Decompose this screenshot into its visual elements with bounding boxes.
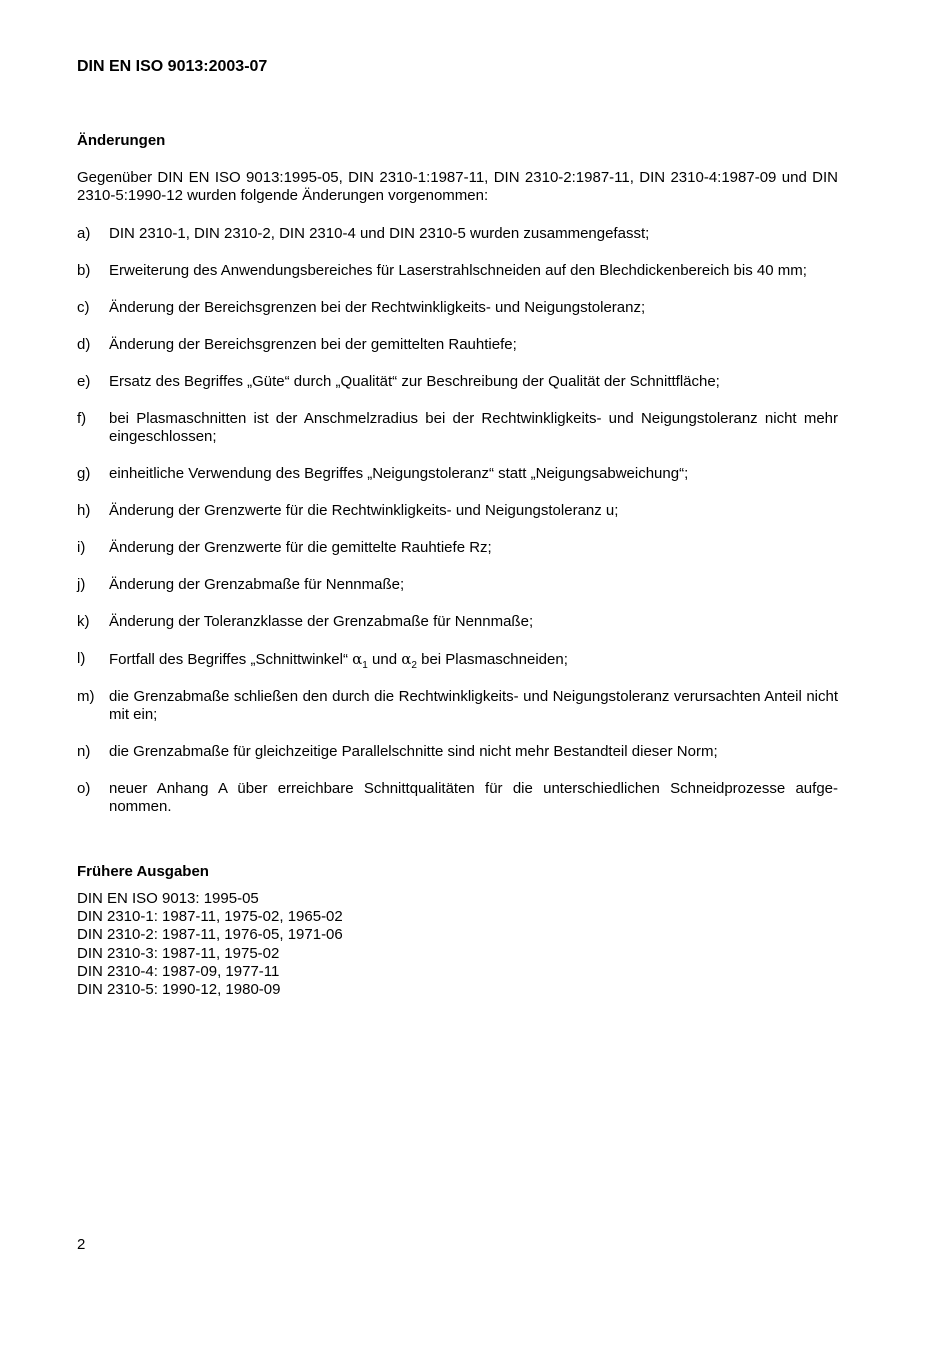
list-item-text: die Grenzabmaße schließen den durch die Rechtwinkligkeits- und Neigungstoleranz verursachten Anteil nicht mit ein; (109, 688, 838, 723)
list-marker: e) (77, 373, 91, 390)
changes-intro: Gegenüber DIN EN ISO 9013:1995-05, DIN 2310-1:1987-11, DIN 2310-2:1987-11, DIN 2310-4:1987-09 und DIN 2310-5:1990-12 wurden folgende Änderungen vorgenommen: (77, 169, 838, 204)
edition-line: DIN 2310-3: 1987-11, 1975-02 (77, 944, 280, 962)
list-marker: h) (77, 502, 91, 519)
list-marker: n) (77, 743, 91, 760)
list-marker: a) (77, 225, 91, 242)
list-item-text: Änderung der Bereichsgrenzen bei der gemittelten Rauhtiefe; (109, 336, 517, 353)
list-item (77, 688, 838, 724)
list-item-text: Ersatz des Begriffes „Güte“ durch „Qualität“ zur Beschreibung der Qualität der Schnittfläche; (109, 373, 720, 390)
list-item-text: einheitliche Verwendung des Begriffes „Neigungstoleranz“ statt „Neigungsabweichung“; (109, 465, 689, 482)
list-marker: j) (77, 576, 86, 593)
greek-letter: α (352, 650, 363, 668)
list-item-text: Erweiterung des Anwendungsbereiches für Laserstrahlschneiden auf den Blechdickenbereich bis 40 mm; (109, 262, 807, 279)
edition-line: DIN 2310-2: 1987-11, 1976-05, 1971-06 (77, 926, 343, 944)
list-marker: k) (77, 613, 90, 630)
previous-editions-heading: Frühere Ausgaben (77, 863, 209, 880)
list-marker: d) (77, 336, 91, 353)
edition-line: DIN 2310-4: 1987-09, 1977-11 (77, 962, 280, 980)
list-item-text: neuer Anhang A über erreichbare Schnittqualitäten für die unterschiedlichen Schneidprozesse aufge-nommen. (109, 780, 838, 815)
list-marker: l) (77, 650, 86, 667)
list-item (77, 650, 838, 669)
list-item-text: Änderung der Grenzwerte für die gemittelte Rauhtiefe Rz; (109, 539, 492, 556)
alpha-symbol (401, 650, 417, 671)
page-number: 2 (77, 1236, 86, 1253)
list-item-text: Änderung der Toleranzklasse der Grenzabmaße für Nennmaße; (109, 613, 534, 630)
list-item-text: Änderung der Grenzwerte für die Rechtwinkligkeits- und Neigungstoleranz u; (109, 502, 619, 519)
list-item (77, 336, 838, 354)
list-item (77, 299, 838, 317)
document-header: DIN EN ISO 9013:2003-07 (77, 58, 268, 75)
text-segment: Fortfall des Begriffes „Schnittwinkel“ (109, 651, 353, 668)
list-item (77, 780, 838, 816)
text-segment: bei Plasmaschneiden; (416, 651, 568, 668)
list-item-text: bei Plasmaschnitten ist der Anschmelzradius bei der Rechtwinkligkeits- und Neigungstoleranz nicht mehr eingeschlossen; (109, 410, 838, 445)
text-segment: und (367, 651, 402, 668)
changes-heading: Änderungen (77, 132, 166, 149)
list-item (77, 225, 838, 243)
list-item (77, 743, 838, 761)
list-item (77, 410, 838, 446)
list-item (77, 262, 838, 280)
greek-letter: α (401, 650, 412, 668)
list-item-text: DIN 2310-1, DIN 2310-2, DIN 2310-4 und DIN 2310-5 wurden zusammengefasst; (109, 225, 650, 242)
list-item (77, 465, 838, 483)
subscript: 1 (362, 660, 368, 671)
list-item-text: Änderung der Bereichsgrenzen bei der Rechtwinkligkeits- und Neigungstoleranz; (109, 299, 646, 316)
edition-line: DIN 2310-5: 1990-12, 1980-09 (77, 981, 281, 999)
list-item-text: die Grenzabmaße für gleichzeitige Parallelschnitte sind nicht mehr Bestandteil dieser Norm; (109, 743, 718, 760)
list-marker: b) (77, 262, 91, 279)
edition-line: DIN EN ISO 9013: 1995-05 (77, 890, 259, 907)
list-item (77, 576, 838, 594)
list-item (77, 613, 838, 631)
subscript: 2 (411, 660, 417, 671)
list-marker: o) (77, 780, 91, 797)
alpha-symbol (352, 650, 368, 671)
list-item (77, 502, 838, 520)
list-marker: f) (77, 410, 87, 427)
changes-list (77, 225, 838, 835)
list-item (77, 373, 838, 391)
list-item (77, 539, 838, 557)
list-marker: c) (77, 299, 90, 316)
previous-editions-list (77, 890, 343, 999)
list-marker: g) (77, 465, 91, 482)
list-item-text: Änderung der Grenzabmaße für Nennmaße; (109, 576, 405, 593)
edition-line: DIN 2310-1: 1987-11, 1975-02, 1965-02 (77, 908, 343, 926)
list-marker: m) (77, 688, 95, 705)
list-marker: i) (77, 539, 86, 556)
list-item-text (109, 650, 838, 669)
